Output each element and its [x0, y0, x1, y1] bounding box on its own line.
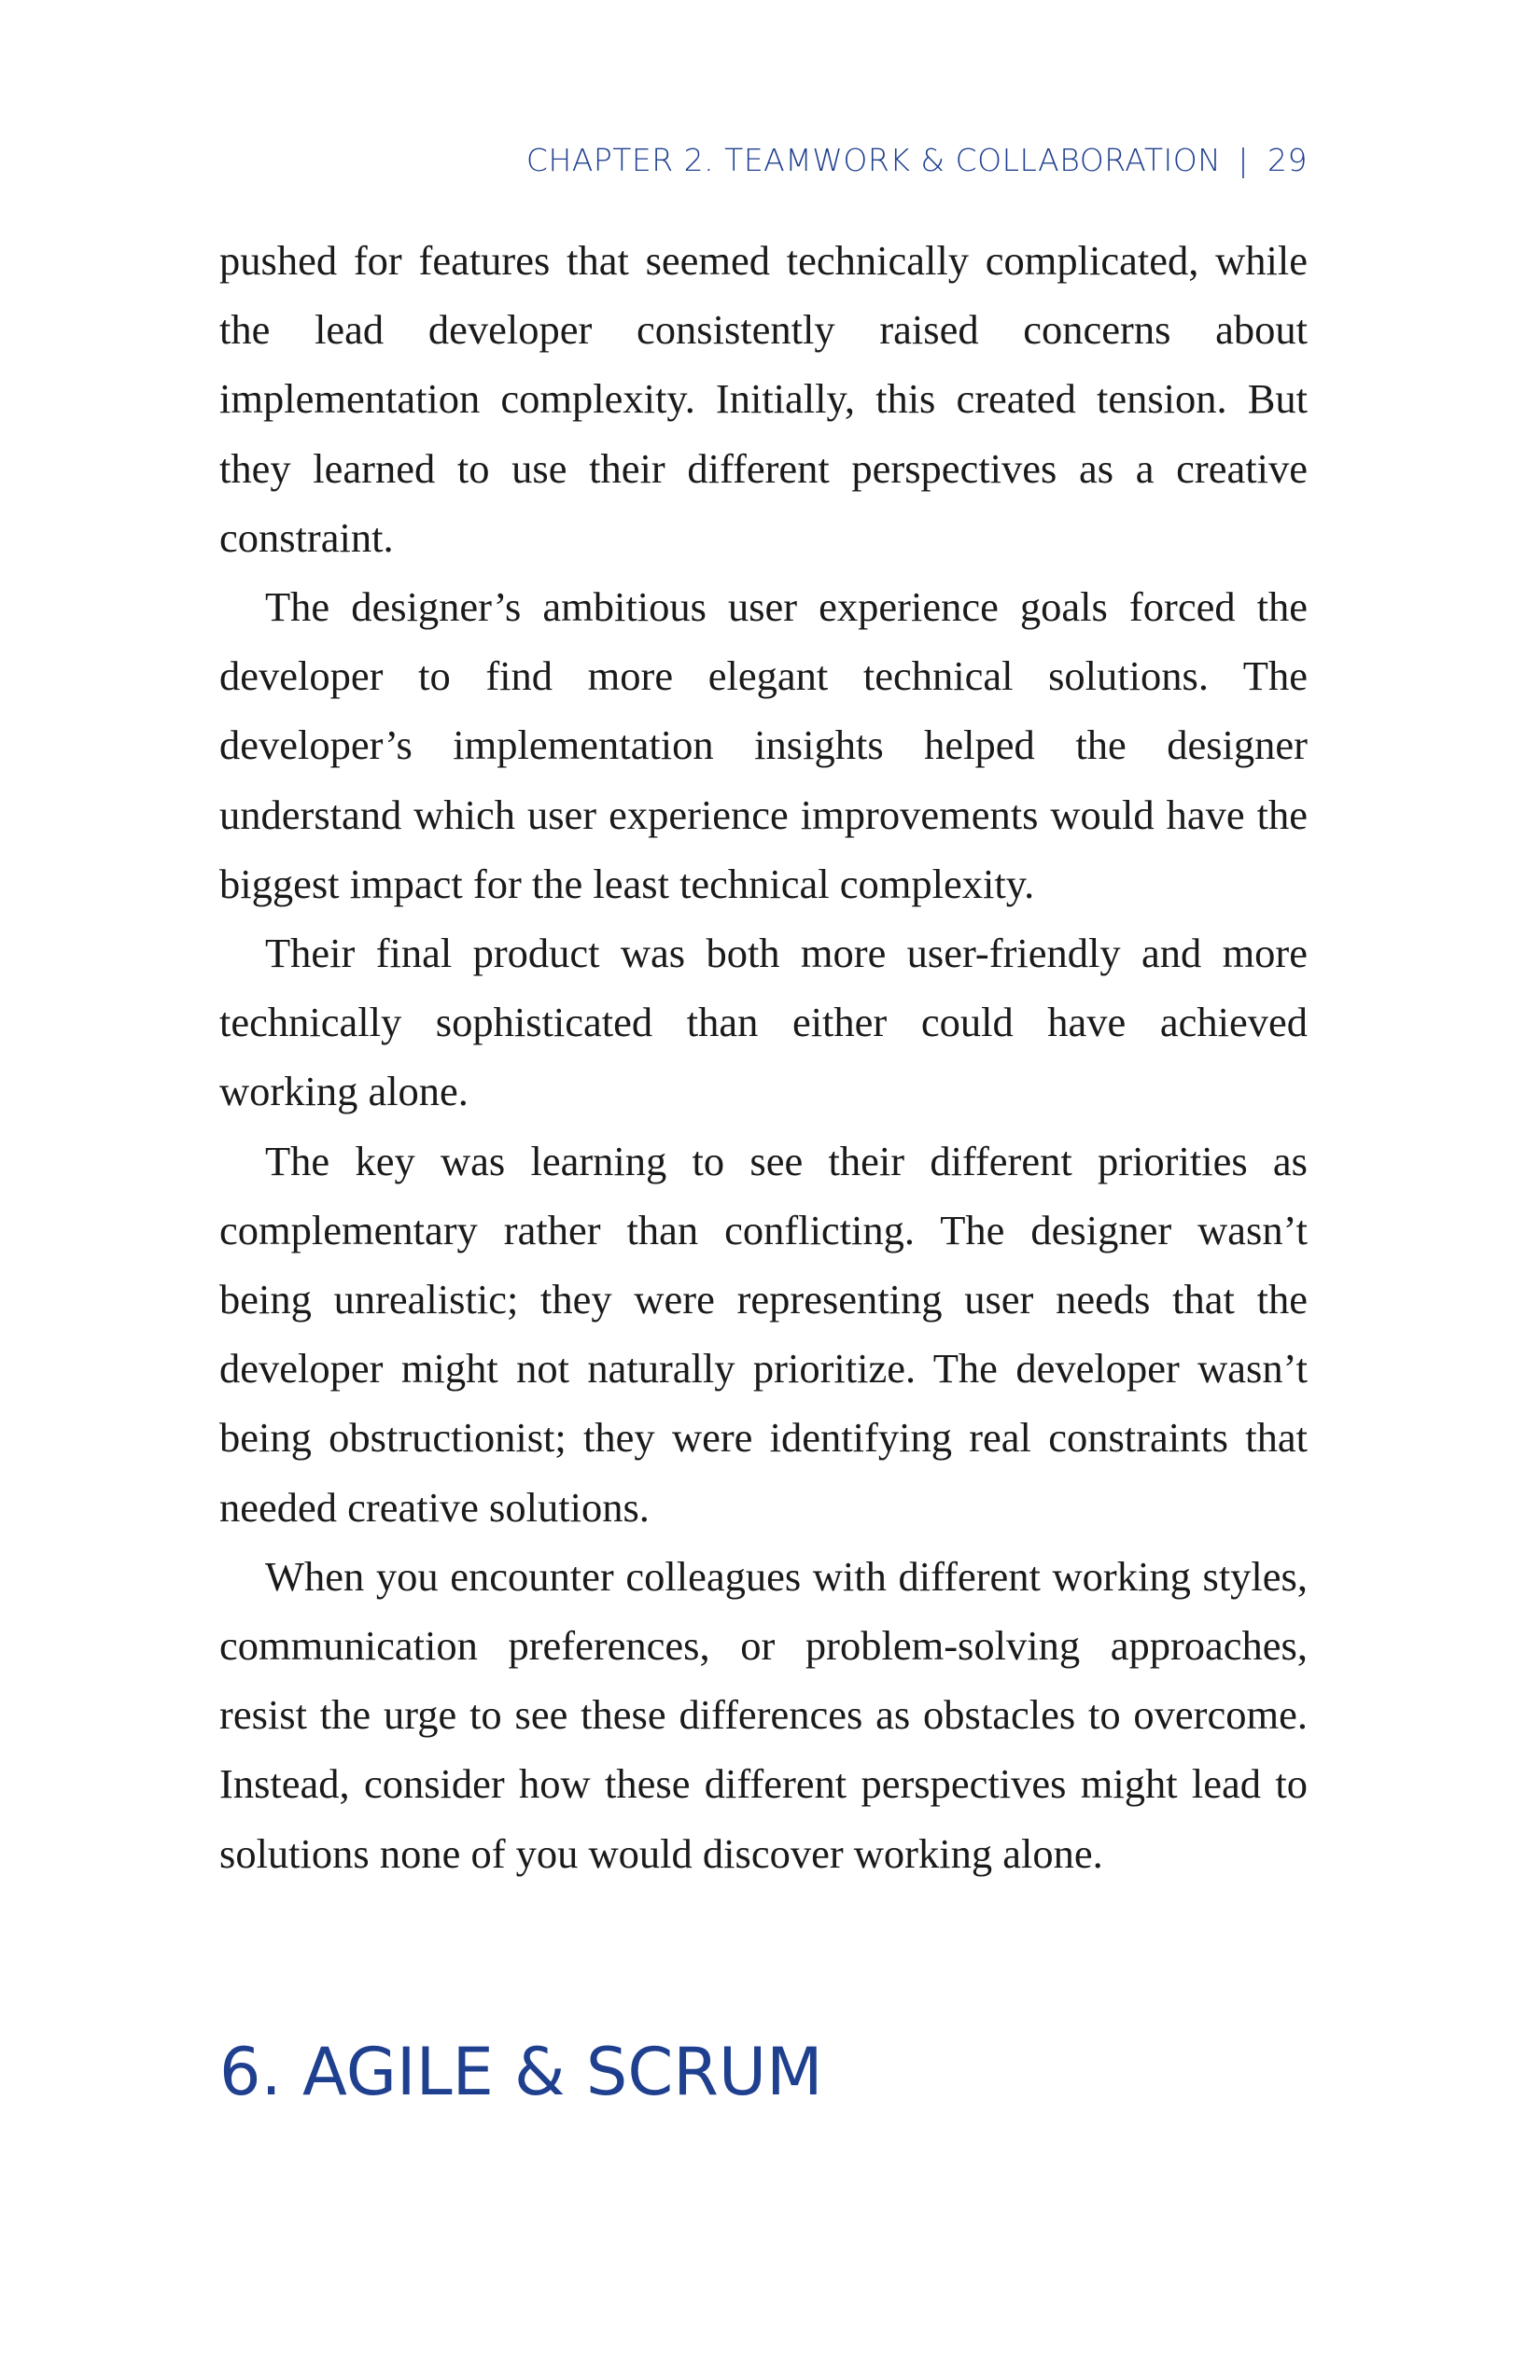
running-header	[219, 142, 1308, 178]
paragraph: Their final product was both more user-friendly and more technically sophisticated than either could have achieved working alone.	[219, 930, 1308, 1115]
page-number: 29	[1267, 142, 1308, 178]
paragraph: pushed for features that seemed technically complicated, while the lead developer consistently raised concerns about implementation complexity. Initially, this created tension. But they learned to use their different perspectives as a creative constraint.	[219, 237, 1308, 561]
body-text	[219, 226, 1308, 1888]
section-heading: 6. AGILE & SCRUM	[219, 2034, 823, 2110]
paragraph: The key was learning to see their different priorities as complementary rather than conflicting. The designer wasn’t being unrealistic; they were representing user needs that the developer might not naturally prioritize. The developer wasn’t being obstructionist; they were identifying real constraints that needed creative solutions.	[219, 1137, 1308, 1531]
paragraph: When you encounter colleagues with different working styles, communication preferences, or problem-solving approaches, resist the urge to see these differences as obstacles to overcome. Instead, consider how these different perspectives might lead to solutions none of you would discover working alone.	[219, 1552, 1308, 1877]
header-separator: |	[1238, 142, 1249, 178]
chapter-title: CHAPTER 2. TEAMWORK & COLLABORATION	[525, 142, 1222, 178]
paragraph: The designer’s ambitious user experience goals forced the developer to find more elegant technical solutions. The developer’s implementation insights helped the designer understand which user experience improvements would have the biggest impact for the least technical complexity.	[219, 583, 1308, 907]
